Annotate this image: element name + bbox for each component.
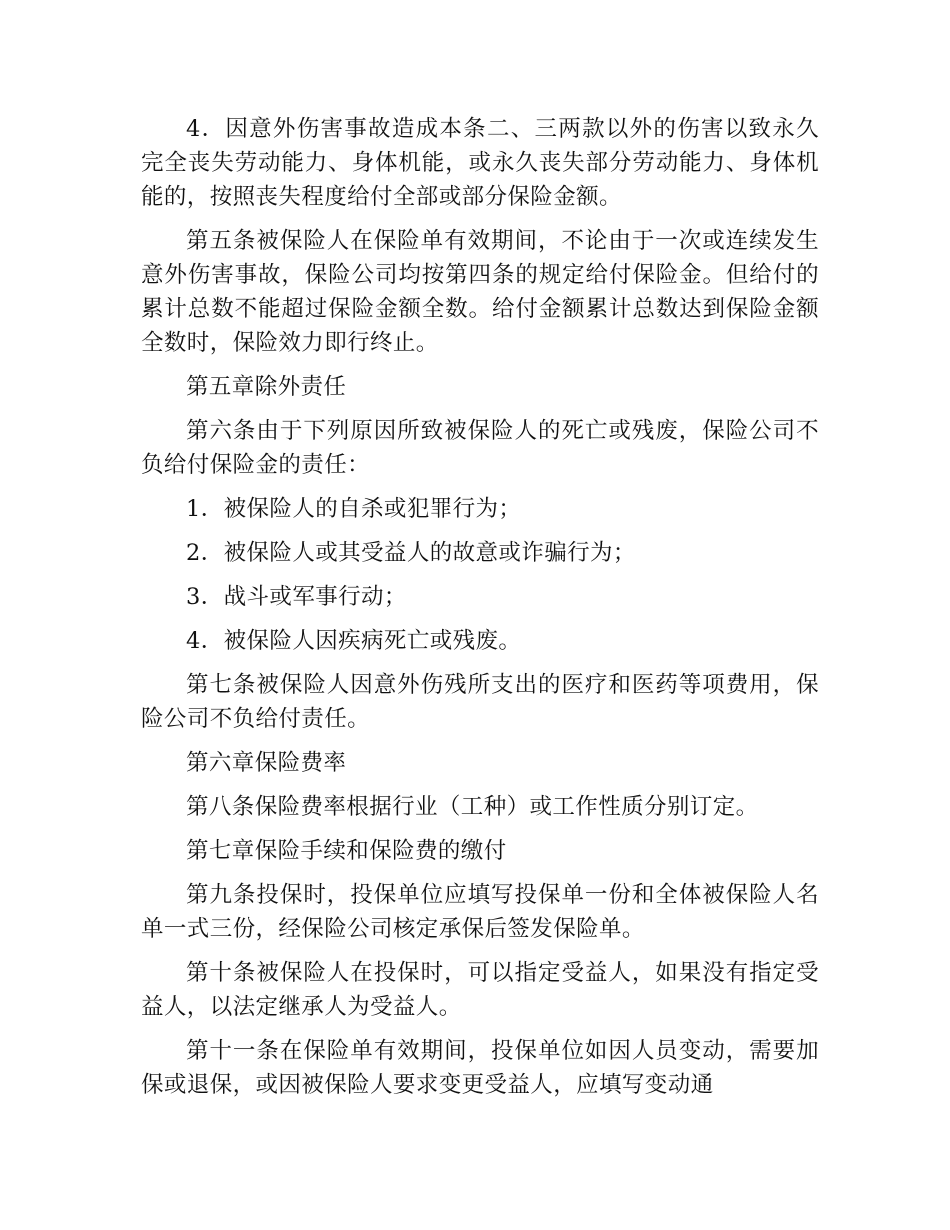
article-6-item-3: 3．战斗或军事行动； (186, 584, 407, 610)
article-8: 第八条保险费率根据行业（工种）或工作性质分别订定。 (186, 794, 759, 820)
chapter-6-heading: 第六章保险费率 (186, 750, 347, 776)
article-11: 第十一条在保险单有效期间，投保单位如因人员变动，需要加保或退保，或因被保险人要求变更受益人，应填写变动通 (141, 1038, 819, 1098)
article-7: 第七条被保险人因意外伤残所支出的医疗和医药等项费用，保险公司不负给付责任。 (141, 672, 819, 732)
document-body (141, 112, 819, 1112)
chapter-7-heading: 第七章保险手续和保险费的缴付 (186, 838, 507, 864)
article-6-item-1: 1．被保险人的自杀或犯罪行为； (186, 496, 522, 522)
article-6: 第六条由于下列原因所致被保险人的死亡或残废，保险公司不负给付保险金的责任： (141, 418, 819, 478)
article-10: 第十条被保险人在投保时，可以指定受益人，如果没有指定受益人，以法定继承人为受益人。 (141, 960, 819, 1020)
chapter-5-heading: 第五章除外责任 (186, 374, 347, 400)
clause-4-item-4: 4．因意外伤害事故造成本条二、三两款以外的伤害以致永久完全丧失劳动能力、身体机能，或永久丧失部分劳动能力、身体机能的，按照丧失程度给付全部或部分保险金额。 (141, 116, 819, 210)
article-6-item-2: 2．被保险人或其受益人的故意或诈骗行为； (186, 540, 636, 566)
article-5: 第五条被保险人在保险单有效期间，不论由于一次或连续发生意外伤害事故，保险公司均按第四条的规定给付保险金。但给付的累计总数不能超过保险金额全数。给付金额累计总数达到保险金额全数时，保险效力即行终止。 (141, 228, 819, 356)
article-6-item-4: 4．被保险人因疾病死亡或残废。 (186, 628, 522, 654)
article-9: 第九条投保时，投保单位应填写投保单一份和全体被保险人名单一式三份，经保险公司核定承保后签发保险单。 (141, 882, 819, 942)
